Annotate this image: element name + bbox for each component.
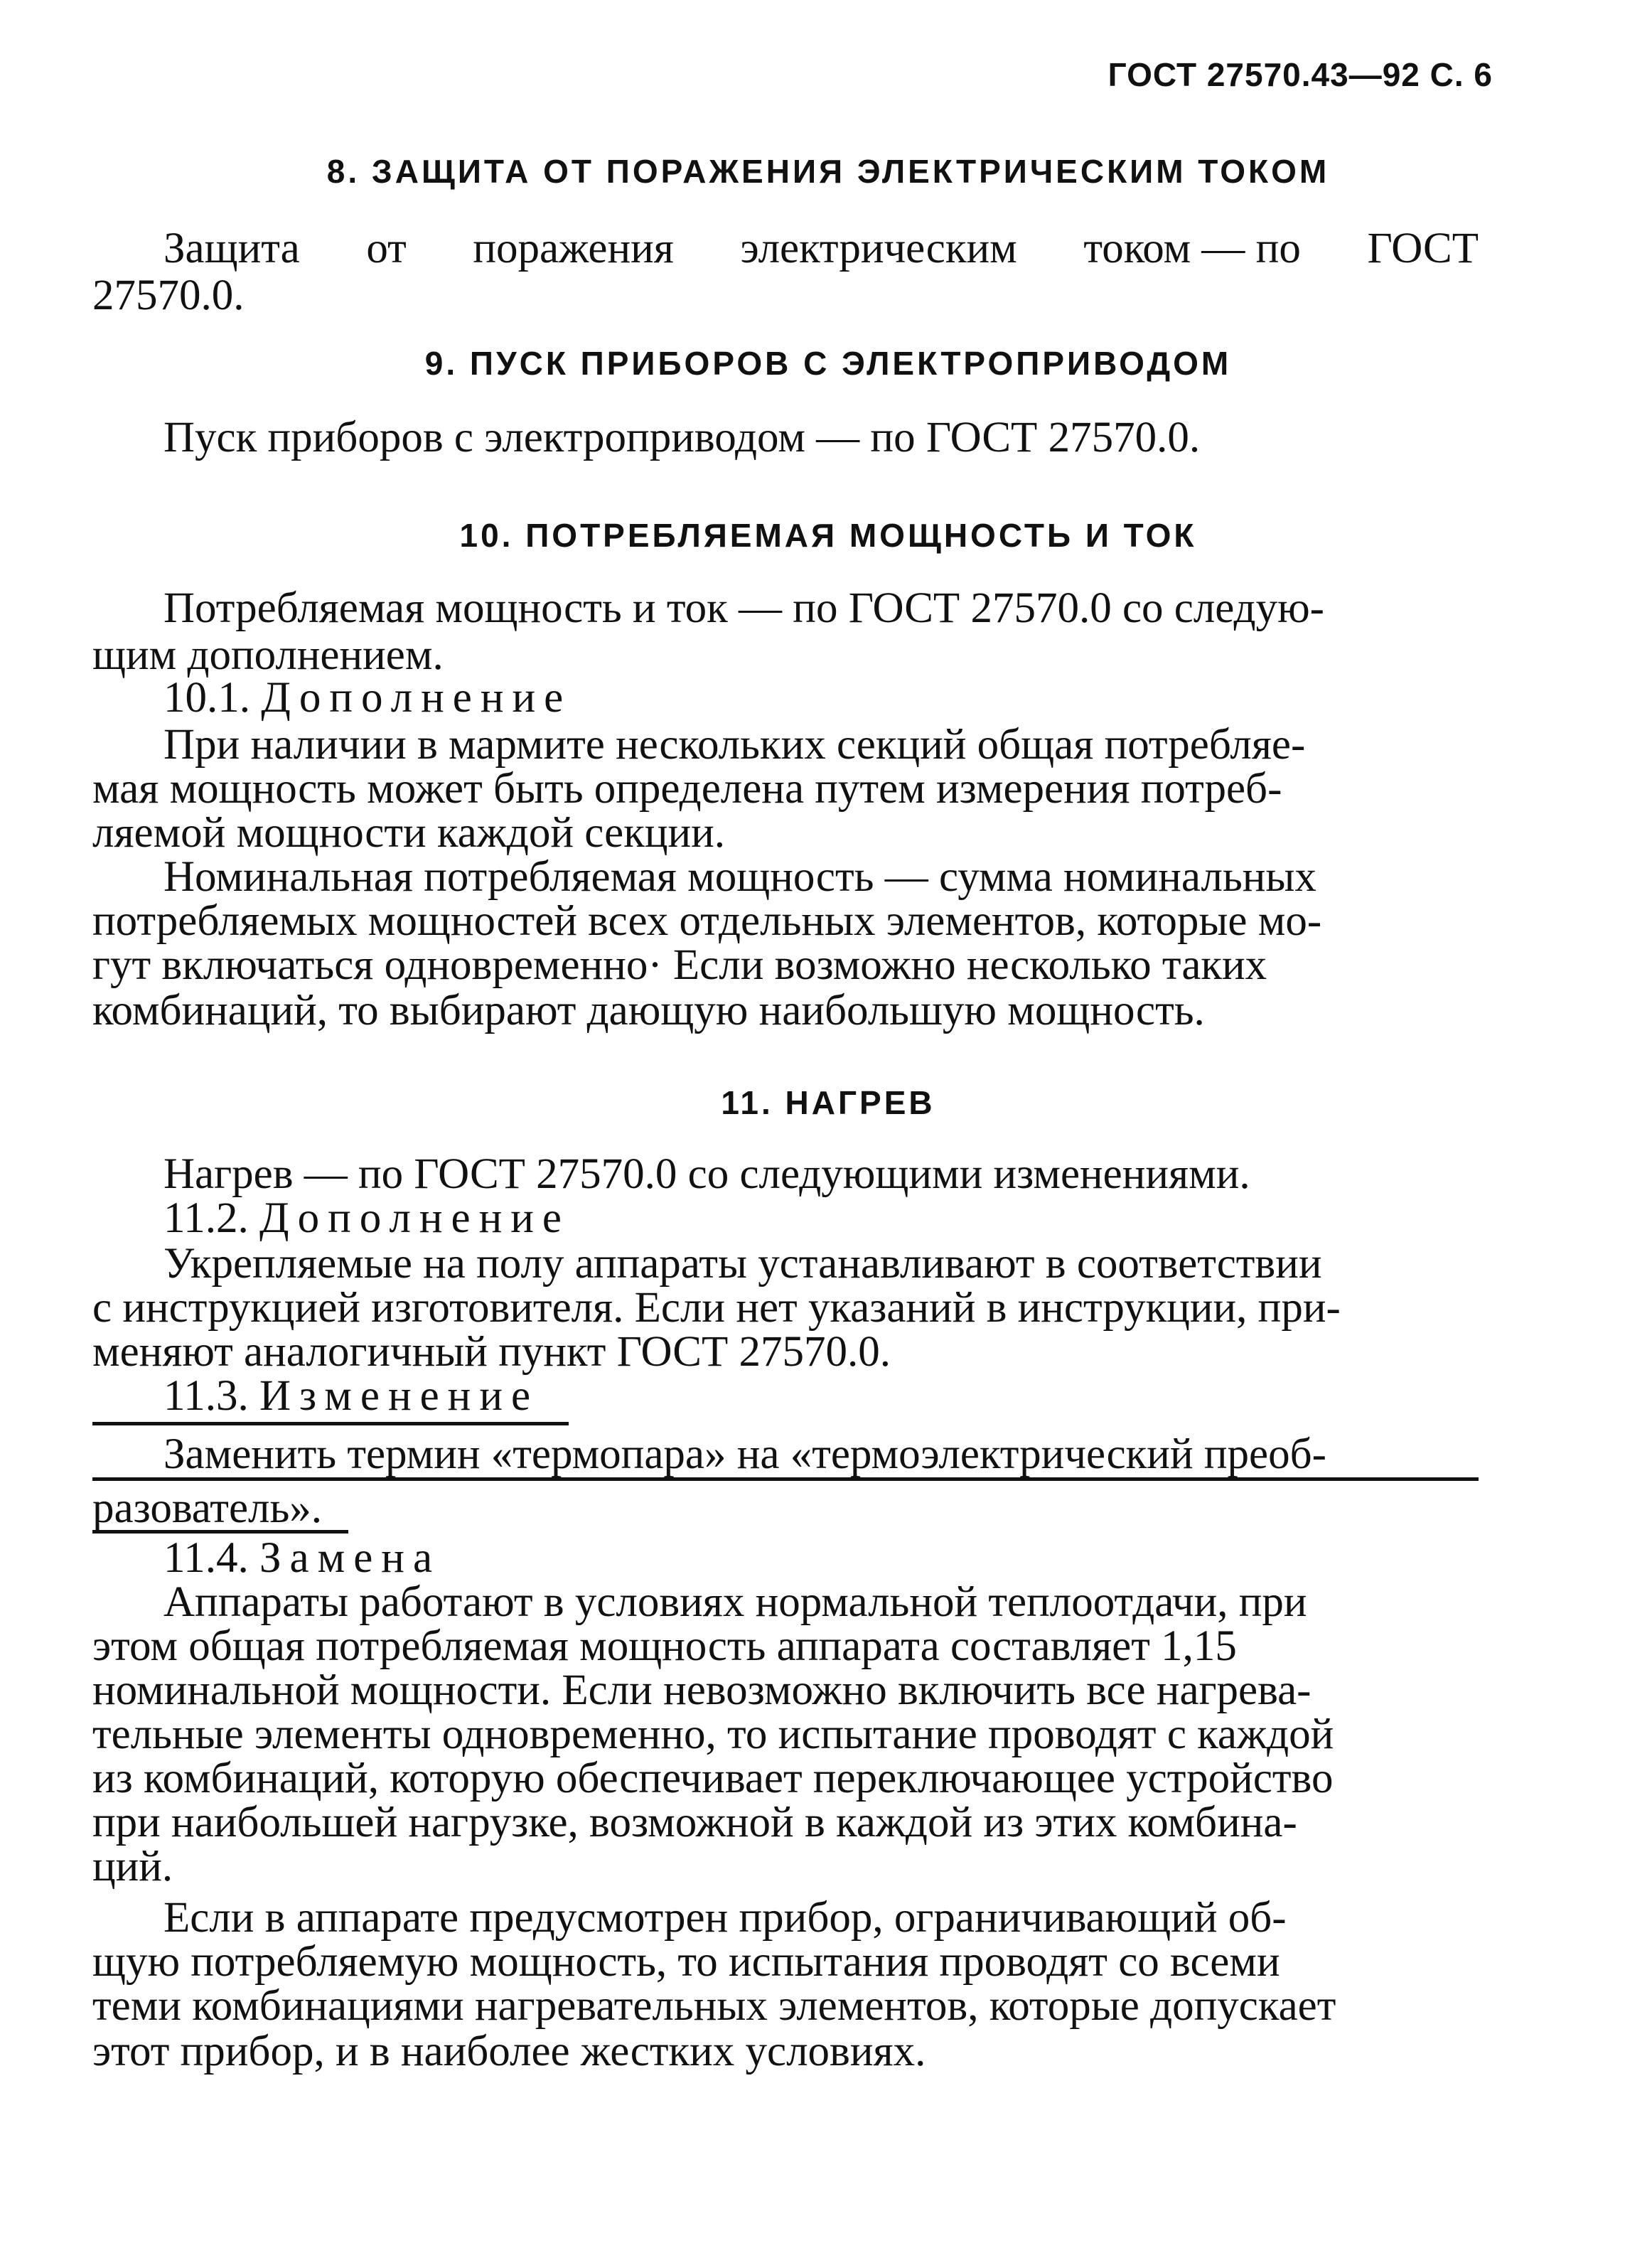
section-11-line-10: тельные элементы одновременно, то испытание проводят с каждой [92, 1711, 1334, 1758]
underline-rule [92, 1422, 569, 1425]
subsection-number: 11.3. [163, 1372, 249, 1420]
subsection-number: 11.2. [163, 1194, 249, 1242]
section-11-line-5: Заменить термин «термопара» на «термоэлектрический преоб- [163, 1430, 1326, 1478]
word: током — по [1083, 225, 1301, 272]
section-11-line-16: теми комбинациями нагревательных элементов, которые допускает [92, 1982, 1336, 2030]
section-10-line-3: При наличии в мармите нескольких секций общая потребляе- [163, 721, 1306, 769]
section-11-line-8: этом общая потребляемая мощность аппарата составляет 1,15 [92, 1622, 1237, 1670]
subsection-number: 10.1. [163, 674, 250, 722]
section-10-line-4: мая мощность может быть определена путем измерения потреб- [92, 765, 1282, 813]
subsection-10-1 [163, 675, 572, 721]
section-11-line-6: разователь». [92, 1484, 323, 1532]
section-9-line-1: Пуск приборов с электроприводом — по ГОСТ 27570.0. [163, 414, 1201, 461]
word: от [366, 225, 407, 272]
section-11-line-17: этот прибор, и в наиболее жестких условиях. [92, 2028, 926, 2075]
section-11-line-15: щую потребляемую мощность, то испытания проводят со всеми [92, 1938, 1280, 1986]
section-8-line-1 [163, 226, 1479, 272]
subsection-title: Замена [259, 1534, 441, 1582]
subsection-title: Дополнение [261, 674, 572, 722]
word: Защита [163, 225, 300, 272]
word: ГОСТ [1367, 225, 1479, 272]
section-10-line-7: потребляемых мощностей всех отдельных элементов, которые мо- [92, 897, 1322, 945]
section-11-line-3: с инструкцией изготовителя. Если нет указаний в инструкции, при- [92, 1284, 1341, 1332]
section-11-heading: 11. НАГРЕВ [721, 1084, 935, 1121]
section-10-line-6: Номинальная потребляемая мощность — сумма номинальных [163, 853, 1316, 901]
section-10-line-1: Потребляемая мощность и ток — по ГОСТ 27570.0 со следую- [163, 584, 1324, 632]
section-8-line-2: 27570.0. [92, 272, 245, 319]
section-9-heading: 9. ПУСК ПРИБОРОВ С ЭЛЕКТРОПРИВОДОМ [424, 345, 1232, 382]
word: поражения [473, 225, 674, 272]
section-11-line-13: ций. [92, 1843, 173, 1890]
word: электрическим [740, 225, 1017, 272]
subsection-number: 11.4. [163, 1534, 249, 1582]
section-11-line-4: меняют аналогичный пункт ГОСТ 27570.0. [92, 1328, 891, 1376]
section-11-line-2: Укрепляемые на полу аппараты устанавливают в соответствии [163, 1240, 1322, 1288]
section-11-line-14: Если в аппарате предусмотрен прибор, ограничивающий об- [163, 1894, 1287, 1942]
section-11-line-7: Аппараты работают в условиях нормальной теплоотдачи, при [163, 1578, 1307, 1626]
section-10-line-5: ляемой мощности каждой секции. [92, 809, 726, 857]
subsection-11-2 [163, 1196, 570, 1241]
section-8-heading: 8. ЗАЩИТА ОТ ПОРАЖЕНИЯ ЭЛЕКТРИЧЕСКИМ ТОКОМ [326, 153, 1330, 190]
subsection-title: Дополнение [259, 1194, 570, 1242]
subsection-11-3 [163, 1374, 539, 1419]
section-11-line-9: номинальной мощности. Если невозможно включить все нагрева- [92, 1666, 1312, 1714]
section-10-line-2: щим дополнением. [92, 631, 444, 679]
section-10-heading: 10. ПОТРЕБЛЯЕМАЯ МОЩНОСТЬ И ТОК [459, 517, 1197, 554]
section-11-line-11: из комбинаций, которую обеспечивает переключающее устройство [92, 1755, 1334, 1802]
underline-rule [92, 1477, 1479, 1481]
page-header: ГОСТ 27570.43—92 С. 6 [1107, 56, 1493, 93]
subsection-11-4 [163, 1536, 441, 1581]
section-10-line-8: гут включаться одновременно· Если возможно несколько таких [92, 941, 1267, 989]
section-10-line-9: комбинаций, то выбирают дающую наибольшую мощность. [92, 987, 1205, 1034]
section-11-line-12: при наибольшей нагрузке, возможной в каждой из этих комбина- [92, 1799, 1297, 1846]
section-11-line-1: Нагрев — по ГОСТ 27570.0 со следующими изменениями. [163, 1150, 1250, 1198]
subsection-title: Изменение [259, 1372, 540, 1420]
underline-rule [92, 1530, 348, 1534]
